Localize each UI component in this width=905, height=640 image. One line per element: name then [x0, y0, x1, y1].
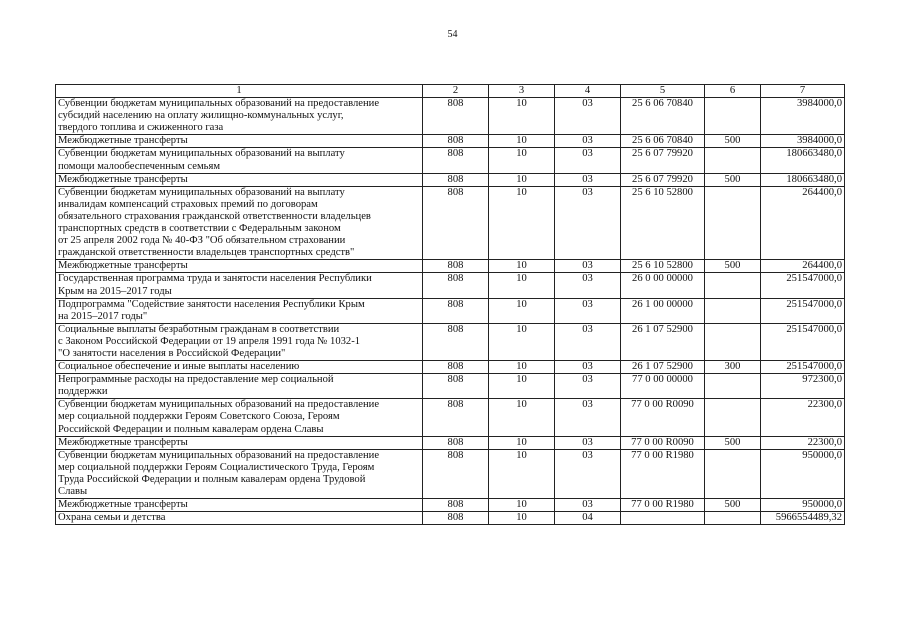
row-name-cell	[56, 436, 423, 449]
row-gr-cell-text: 808	[447, 173, 464, 185]
row-csr-cell	[621, 436, 705, 449]
row-rz-cell-text: 10	[516, 361, 527, 373]
row-name-cell-text: Межбюджетные трансферты	[58, 499, 188, 511]
row-pr-cell-text: 03	[582, 499, 593, 511]
row-sum-cell-text: 972300,0	[802, 374, 842, 386]
row-name-cell-text: Субвенции бюджетам муниципальных образований на предоставление мер социальной поддержки Героям Социалистического Труда, Героям Труда Российской Федерации и полным кавалерам ордена Трудовой Славы	[58, 449, 380, 497]
row-pr-cell	[555, 148, 621, 173]
row-rz-cell-text: 10	[516, 173, 527, 185]
row-vr-cell-text: 500	[724, 260, 741, 272]
row-rz-cell	[489, 173, 555, 186]
row-name-cell	[56, 298, 423, 323]
row-gr-cell-text: 808	[447, 298, 464, 310]
row-pr-cell	[555, 260, 621, 273]
row-vr-cell	[705, 260, 761, 273]
row-csr-cell	[621, 399, 705, 436]
row-pr-cell-text: 03	[582, 361, 593, 373]
row-csr-cell	[621, 374, 705, 399]
row-gr-cell-text: 808	[447, 273, 464, 285]
row-vr-cell	[705, 186, 761, 260]
row-pr-cell-text: 03	[582, 436, 593, 448]
row-gr-cell-text: 808	[447, 436, 464, 448]
row-name-cell-text: Подпрограмма "Содействие занятости населения Республики Крым на 2015–2017 годы"	[58, 298, 365, 322]
row-vr-cell	[705, 98, 761, 135]
row-name-cell	[56, 98, 423, 135]
row-vr-cell-text: 500	[724, 436, 741, 448]
row-csr-cell	[621, 512, 705, 525]
row-csr-cell-text: 25 6 10 52800	[632, 260, 693, 272]
row-name-cell-text: Межбюджетные трансферты	[58, 260, 188, 272]
row-gr-cell	[423, 135, 489, 148]
row-gr-cell	[423, 399, 489, 436]
row-rz-cell	[489, 273, 555, 298]
row-sum-cell-text: 950000,0	[802, 449, 842, 461]
row-csr-cell	[621, 323, 705, 360]
row-rz-cell-text: 10	[516, 399, 527, 411]
table-row	[56, 260, 845, 273]
header-row	[56, 85, 845, 98]
row-csr-cell	[621, 173, 705, 186]
row-pr-cell	[555, 186, 621, 260]
row-rz-cell	[489, 148, 555, 173]
row-vr-cell	[705, 273, 761, 298]
row-gr-cell-text: 808	[447, 323, 464, 335]
row-rz-cell-text: 10	[516, 186, 527, 198]
row-csr-cell-text: 25 6 06 70840	[632, 135, 693, 147]
row-rz-cell	[489, 260, 555, 273]
row-sum-cell	[761, 512, 845, 525]
row-sum-cell	[761, 399, 845, 436]
table-row	[56, 374, 845, 399]
row-sum-cell-text: 5966554489,32	[775, 512, 842, 524]
row-csr-cell-text: 26 1 00 00000	[632, 298, 693, 310]
row-csr-cell-text: 77 0 00 R0090	[631, 436, 694, 448]
row-pr-cell	[555, 98, 621, 135]
row-sum-cell-text: 950000,0	[802, 499, 842, 511]
row-pr-cell-text: 03	[582, 98, 593, 110]
table-row	[56, 499, 845, 512]
row-rz-cell	[489, 374, 555, 399]
row-csr-cell-text: 77 0 00 R1980	[631, 499, 694, 511]
row-name-cell-text: Охрана семьи и детства	[58, 512, 166, 524]
row-vr-cell	[705, 374, 761, 399]
row-name-cell-text: Субвенции бюджетам муниципальных образований на выплату инвалидам компенсаций страховых премий по договорам обязательного страхования гражданской ответственности владельцев транспортных средств в соответствии с Федеральным законом от 25 апреля 2002 года № 40-ФЗ "Об обязательном страховании гражданской ответственности владельцев транспортных средств"	[58, 186, 371, 259]
row-gr-cell-text: 808	[447, 374, 464, 386]
row-rz-cell	[489, 298, 555, 323]
table-row	[56, 135, 845, 148]
table-row	[56, 186, 845, 260]
row-pr-cell-text: 03	[582, 135, 593, 147]
row-rz-cell-text: 10	[516, 436, 527, 448]
row-name-cell-text: Субвенции бюджетам муниципальных образований на выплату помощи малообеспеченным семьям	[58, 148, 345, 172]
row-csr-cell	[621, 260, 705, 273]
table-row	[56, 512, 845, 525]
row-csr-cell-text: 25 6 06 70840	[632, 98, 693, 110]
row-vr-cell	[705, 449, 761, 498]
row-sum-cell-text: 264400,0	[802, 260, 842, 272]
row-rz-cell	[489, 135, 555, 148]
row-csr-cell	[621, 499, 705, 512]
row-pr-cell	[555, 135, 621, 148]
row-pr-cell	[555, 361, 621, 374]
row-pr-cell	[555, 173, 621, 186]
row-csr-cell	[621, 449, 705, 498]
row-sum-cell-text: 251547000,0	[786, 323, 842, 335]
row-sum-cell-text: 264400,0	[802, 186, 842, 198]
row-csr-cell	[621, 98, 705, 135]
row-gr-cell-text: 808	[447, 399, 464, 411]
row-pr-cell-text: 03	[582, 298, 593, 310]
row-sum-cell-text: 22300,0	[807, 399, 842, 411]
row-pr-cell	[555, 273, 621, 298]
row-rz-cell	[489, 436, 555, 449]
row-name-cell	[56, 148, 423, 173]
row-gr-cell	[423, 173, 489, 186]
row-sum-cell	[761, 323, 845, 360]
row-pr-cell-text: 04	[582, 512, 593, 524]
row-name-cell	[56, 260, 423, 273]
row-name-cell-text: Межбюджетные трансферты	[58, 173, 188, 185]
row-gr-cell	[423, 186, 489, 260]
row-pr-cell-text: 03	[582, 323, 593, 335]
row-rz-cell	[489, 512, 555, 525]
row-pr-cell-text: 03	[582, 399, 593, 411]
row-sum-cell-text: 251547000,0	[786, 298, 842, 310]
row-gr-cell	[423, 323, 489, 360]
row-rz-cell	[489, 399, 555, 436]
budget-table	[55, 84, 845, 525]
row-name-cell	[56, 273, 423, 298]
row-rz-cell	[489, 98, 555, 135]
row-name-cell-text: Межбюджетные трансферты	[58, 436, 188, 448]
row-pr-cell	[555, 512, 621, 525]
row-name-cell-text: Межбюджетные трансферты	[58, 135, 188, 147]
row-rz-cell-text: 10	[516, 260, 527, 272]
table-row	[56, 173, 845, 186]
row-name-cell-text: Социальное обеспечение и иные выплаты населению	[58, 361, 300, 373]
row-name-cell	[56, 499, 423, 512]
row-csr-cell-text: 26 0 00 00000	[632, 273, 693, 285]
row-name-cell	[56, 186, 423, 260]
row-gr-cell	[423, 298, 489, 323]
row-vr-cell	[705, 512, 761, 525]
row-vr-cell	[705, 499, 761, 512]
row-name-cell	[56, 449, 423, 498]
row-sum-cell-text: 3984000,0	[796, 135, 842, 147]
row-rz-cell	[489, 361, 555, 374]
column-header: 2	[423, 85, 489, 98]
row-pr-cell-text: 03	[582, 374, 593, 386]
row-sum-cell	[761, 260, 845, 273]
row-gr-cell	[423, 361, 489, 374]
row-name-cell	[56, 374, 423, 399]
row-sum-cell	[761, 499, 845, 512]
row-sum-cell	[761, 186, 845, 260]
column-header: 7	[761, 85, 845, 98]
row-gr-cell-text: 808	[447, 499, 464, 511]
column-header: 3	[489, 85, 555, 98]
row-name-cell-text: Государственная программа труда и занятости населения Республики Крым на 2015–2017 годы	[58, 273, 372, 297]
row-csr-cell-text: 25 6 07 79920	[632, 148, 693, 160]
row-name-cell-text: Субвенции бюджетам муниципальных образований на предоставление субсидий населению на оплату жилищно-коммунальных услуг, твердого топлива и сжиженного газа	[58, 98, 380, 134]
row-sum-cell-text: 22300,0	[807, 436, 842, 448]
row-gr-cell	[423, 260, 489, 273]
row-csr-cell	[621, 186, 705, 260]
row-pr-cell-text: 03	[582, 260, 593, 272]
row-vr-cell	[705, 399, 761, 436]
row-csr-cell-text: 77 0 00 R0090	[631, 399, 694, 411]
row-rz-cell	[489, 449, 555, 498]
row-vr-cell-text: 500	[724, 173, 741, 185]
row-csr-cell-text: 25 6 07 79920	[632, 173, 693, 185]
row-gr-cell	[423, 98, 489, 135]
column-header: 6	[705, 85, 761, 98]
row-rz-cell-text: 10	[516, 512, 527, 524]
row-gr-cell	[423, 499, 489, 512]
row-sum-cell	[761, 374, 845, 399]
table-row	[56, 273, 845, 298]
row-name-cell	[56, 512, 423, 525]
row-pr-cell	[555, 399, 621, 436]
row-sum-cell-text: 3984000,0	[796, 98, 842, 110]
row-name-cell	[56, 399, 423, 436]
row-name-cell	[56, 173, 423, 186]
row-sum-cell-text: 251547000,0	[786, 361, 842, 373]
row-csr-cell-text: 25 6 10 52800	[632, 186, 693, 198]
table-body	[56, 98, 845, 525]
row-rz-cell-text: 10	[516, 449, 527, 461]
row-csr-cell-text: 77 0 00 R1980	[631, 449, 694, 461]
row-pr-cell-text: 03	[582, 186, 593, 198]
row-name-cell	[56, 323, 423, 360]
row-gr-cell	[423, 449, 489, 498]
row-vr-cell	[705, 361, 761, 374]
column-header: 4	[555, 85, 621, 98]
row-name-cell-text: Социальные выплаты безработным гражданам в соответствии с Законом Российской Федерации от 19 апреля 1991 года № 1032-1 "О занятости населения в Российской Федерации"	[58, 323, 361, 359]
row-sum-cell	[761, 449, 845, 498]
table-row	[56, 323, 845, 360]
row-vr-cell	[705, 135, 761, 148]
row-gr-cell-text: 808	[447, 186, 464, 198]
row-vr-cell-text: 500	[724, 499, 741, 511]
row-sum-cell-text: 251547000,0	[786, 273, 842, 285]
row-sum-cell-text: 180663480,0	[786, 173, 842, 185]
row-rz-cell-text: 10	[516, 374, 527, 386]
row-sum-cell	[761, 361, 845, 374]
row-gr-cell-text: 808	[447, 148, 464, 160]
row-pr-cell-text: 03	[582, 449, 593, 461]
row-pr-cell	[555, 323, 621, 360]
row-gr-cell-text: 808	[447, 449, 464, 461]
row-csr-cell	[621, 361, 705, 374]
row-gr-cell-text: 808	[447, 135, 464, 147]
row-csr-cell	[621, 298, 705, 323]
row-rz-cell-text: 10	[516, 323, 527, 335]
row-sum-cell	[761, 436, 845, 449]
row-sum-cell	[761, 135, 845, 148]
row-gr-cell	[423, 374, 489, 399]
row-pr-cell	[555, 499, 621, 512]
row-name-cell	[56, 135, 423, 148]
row-pr-cell	[555, 374, 621, 399]
row-csr-cell	[621, 273, 705, 298]
row-rz-cell-text: 10	[516, 135, 527, 147]
row-pr-cell	[555, 449, 621, 498]
row-rz-cell-text: 10	[516, 499, 527, 511]
row-sum-cell-text: 180663480,0	[786, 148, 842, 160]
row-gr-cell-text: 808	[447, 512, 464, 524]
row-rz-cell-text: 10	[516, 298, 527, 310]
row-pr-cell	[555, 298, 621, 323]
row-sum-cell	[761, 148, 845, 173]
row-sum-cell	[761, 298, 845, 323]
row-rz-cell	[489, 186, 555, 260]
row-rz-cell	[489, 323, 555, 360]
row-vr-cell	[705, 298, 761, 323]
row-vr-cell-text: 300	[724, 361, 741, 373]
column-header: 1	[56, 85, 423, 98]
row-gr-cell-text: 808	[447, 361, 464, 373]
table-row	[56, 399, 845, 436]
row-rz-cell	[489, 499, 555, 512]
row-gr-cell	[423, 148, 489, 173]
row-vr-cell	[705, 148, 761, 173]
row-vr-cell-text: 500	[724, 135, 741, 147]
row-gr-cell-text: 808	[447, 98, 464, 110]
table-row	[56, 361, 845, 374]
table-row	[56, 298, 845, 323]
row-gr-cell	[423, 436, 489, 449]
row-gr-cell-text: 808	[447, 260, 464, 272]
page-number: 54	[447, 29, 458, 40]
row-pr-cell	[555, 436, 621, 449]
row-rz-cell-text: 10	[516, 148, 527, 160]
row-pr-cell-text: 03	[582, 173, 593, 185]
row-name-cell-text: Субвенции бюджетам муниципальных образований на предоставление мер социальной поддержки Героям Советского Союза, Героям Российской Федерации и полным кавалерам ордена Славы	[58, 399, 380, 435]
row-csr-cell	[621, 148, 705, 173]
row-vr-cell	[705, 173, 761, 186]
row-pr-cell-text: 03	[582, 148, 593, 160]
column-header: 5	[621, 85, 705, 98]
row-pr-cell-text: 03	[582, 273, 593, 285]
row-gr-cell	[423, 512, 489, 525]
row-name-cell	[56, 361, 423, 374]
row-csr-cell-text: 26 1 07 52900	[632, 323, 693, 335]
row-vr-cell	[705, 436, 761, 449]
row-sum-cell	[761, 273, 845, 298]
table-row	[56, 98, 845, 135]
row-csr-cell-text: 77 0 00 00000	[632, 374, 693, 386]
row-csr-cell-text: 26 1 07 52900	[632, 361, 693, 373]
row-rz-cell-text: 10	[516, 98, 527, 110]
row-sum-cell	[761, 98, 845, 135]
row-vr-cell	[705, 323, 761, 360]
table-row	[56, 148, 845, 173]
table-row	[56, 436, 845, 449]
row-rz-cell-text: 10	[516, 273, 527, 285]
row-csr-cell	[621, 135, 705, 148]
table-row	[56, 449, 845, 498]
row-sum-cell	[761, 173, 845, 186]
row-name-cell-text: Непрограммные расходы на предоставление мер социальной поддержки	[58, 374, 334, 398]
row-gr-cell	[423, 273, 489, 298]
